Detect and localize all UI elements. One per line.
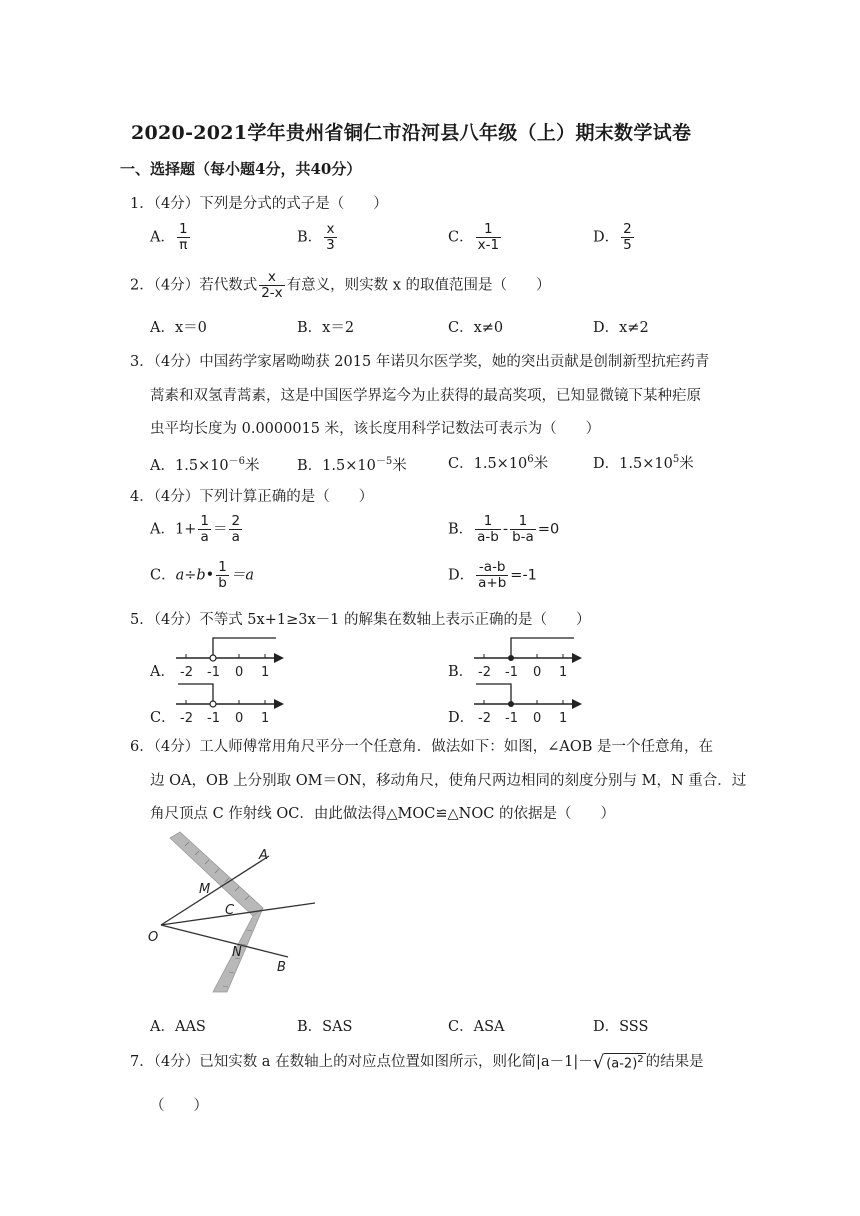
tick-label: -2: [180, 711, 193, 726]
number-line-b: [470, 636, 585, 686]
fraction: $\frac{x}{2-x}$: [261, 269, 283, 301]
fraction: $\frac{1}{a}$: [200, 513, 209, 545]
fraction: $\frac{-a-b}{a+b}$: [478, 559, 507, 591]
option-label: A．: [150, 229, 175, 246]
tick-label: 1: [559, 665, 568, 680]
tick-label: 0: [533, 711, 542, 726]
fraction: $\frac{1}{b-a}$: [512, 513, 534, 545]
question-3-line-1: 3．（4分）中国药学家屠呦呦获 2015 年诺贝尔医学奖，她的突出贡献是创制新型抗疟药青: [130, 354, 710, 370]
section-heading: 一、选择题（每小题4分，共40分）: [120, 160, 362, 178]
point-label-o: O: [148, 930, 159, 945]
question-2-stem: 2．（4分）若代数式 $\frac{x}{2-x}$ 有意义，则实数 x 的取值范围是（ ）: [130, 269, 551, 301]
option-label: D．: [593, 229, 620, 246]
q1-option-d: [593, 222, 636, 253]
question-3-line-2: 蒿素和双氢青蒿素，这是中国医学界迄今为止获得的最高奖项，已知显微镜下某种疟原: [150, 388, 701, 404]
q1-option-c: [448, 222, 503, 253]
q2-option-d: D．x≠2: [593, 320, 649, 336]
question-7-answer-paren: （ ）: [150, 1098, 208, 1114]
tick-label: -2: [180, 665, 193, 680]
fraction: $\frac{2}{a}$: [231, 513, 241, 545]
q6-option-b: B．SAS: [297, 1019, 353, 1035]
point-label-n: N: [232, 945, 242, 960]
tick-label: -1: [207, 665, 220, 680]
q4-option-a: A．1+ $\frac{1}{a}$ ＝ $\frac{2}{a}$: [150, 513, 241, 545]
point-label-c: C: [225, 903, 235, 918]
question-3-line-3: 虫平均长度为 0.0000015 米，该长度用科学记数法可表示为（ ）: [150, 421, 601, 437]
question-6-line-3: 角尺顶点 C 作射线 OC．由此做法得△MOC≌△NOC 的依据是（ ）: [150, 806, 615, 822]
q3-option-a: A．$1.5\times 10^{-6}$米: [150, 456, 260, 474]
fraction: $\frac{2}{5}$: [623, 221, 632, 253]
tick-label: 1: [261, 665, 270, 680]
tick-label: 0: [235, 711, 244, 726]
q2-option-a: A．x＝0: [150, 320, 207, 336]
q4-option-d: D． $\frac{-a-b}{a+b}$ =-1: [448, 559, 537, 591]
q2-option-c: C．x≠0: [448, 320, 504, 336]
question-4-stem: 4．（4分）下列计算正确的是（ ）: [130, 489, 374, 505]
question-7-stem: 7．（4分）已知实数 a 在数轴上的对应点位置如图所示，则化简|a－1|－√ $(a-2)^2$ 的结果是: [130, 1051, 704, 1073]
page-title: 2020-2021学年贵州省铜仁市沿河县八年级（上）期末数学试卷: [131, 122, 692, 144]
fraction: $\frac{1}{a-b}$: [477, 513, 499, 545]
q5-option-c-label: C．: [150, 710, 176, 726]
number-line-c: [172, 682, 287, 732]
tick-label: 1: [261, 711, 270, 726]
q3-option-c: C．$1.5\times 10^6$米: [448, 454, 549, 472]
tick-label: -2: [478, 665, 491, 680]
tick-label: -2: [478, 711, 491, 726]
tick-label: -1: [505, 665, 518, 680]
square-root: √ $(a-2)^2$: [592, 1051, 644, 1073]
fraction: $\frac{1}{x-1}$: [477, 221, 500, 253]
option-label: B．: [297, 229, 323, 246]
number-line-d: [470, 682, 585, 732]
q6-option-c: C．ASA: [448, 1019, 505, 1035]
question-6-line-2: 边 OA，OB 上分别取 OM＝ON，移动角尺，使角尺两边相同的刻度分别与 M，N 重合．过: [150, 773, 747, 789]
q6-option-d: D．SSS: [593, 1019, 649, 1035]
tick-label: 1: [559, 711, 568, 726]
q5-option-b-label: B．: [448, 664, 474, 680]
tick-label: 0: [533, 665, 542, 680]
q2-option-b: B．x＝2: [297, 320, 355, 336]
q1-option-a: [150, 222, 192, 253]
tick-label: -1: [505, 711, 518, 726]
number-line-a: [172, 636, 287, 686]
q5-option-a-label: A．: [150, 664, 175, 680]
point-label-a: A: [259, 848, 268, 863]
tick-label: 0: [235, 665, 244, 680]
q3-option-d: D．$1.5\times 10^5$米: [593, 454, 694, 472]
tick-label: -1: [207, 711, 220, 726]
option-label: C．: [448, 229, 474, 246]
question-1-stem: 1．（4分）下列是分式的式子是（ ）: [130, 196, 388, 212]
q5-option-d-label: D．: [448, 710, 475, 726]
point-label-m: M: [199, 882, 211, 897]
point-label-b: B: [277, 960, 286, 975]
angle-bisector-figure: [145, 830, 320, 995]
q4-option-b: B． $\frac{1}{a-b}$ - $\frac{1}{b-a}$ =0: [448, 513, 560, 545]
fraction: $\frac{1}{b}$: [218, 559, 227, 591]
q1-option-b: [297, 222, 339, 253]
q6-option-a: A．AAS: [150, 1019, 206, 1035]
q3-option-b: B．$1.5\times 10^{-5}$米: [297, 456, 407, 474]
question-6-line-1: 6．（4分）工人师傅常用角尺平分一个任意角．做法如下：如图，∠AOB 是一个任意角，在: [130, 739, 713, 755]
fraction: $\frac{1}{\pi}$: [178, 221, 188, 253]
fraction: $\frac{x}{3}$: [326, 221, 335, 253]
question-5-stem: 5．（4分）不等式 5x+1≥3x－1 的解集在数轴上表示正确的是（ ）: [130, 612, 591, 628]
q4-option-c: C．a÷b• $\frac{1}{b}$ ＝a: [150, 559, 254, 591]
